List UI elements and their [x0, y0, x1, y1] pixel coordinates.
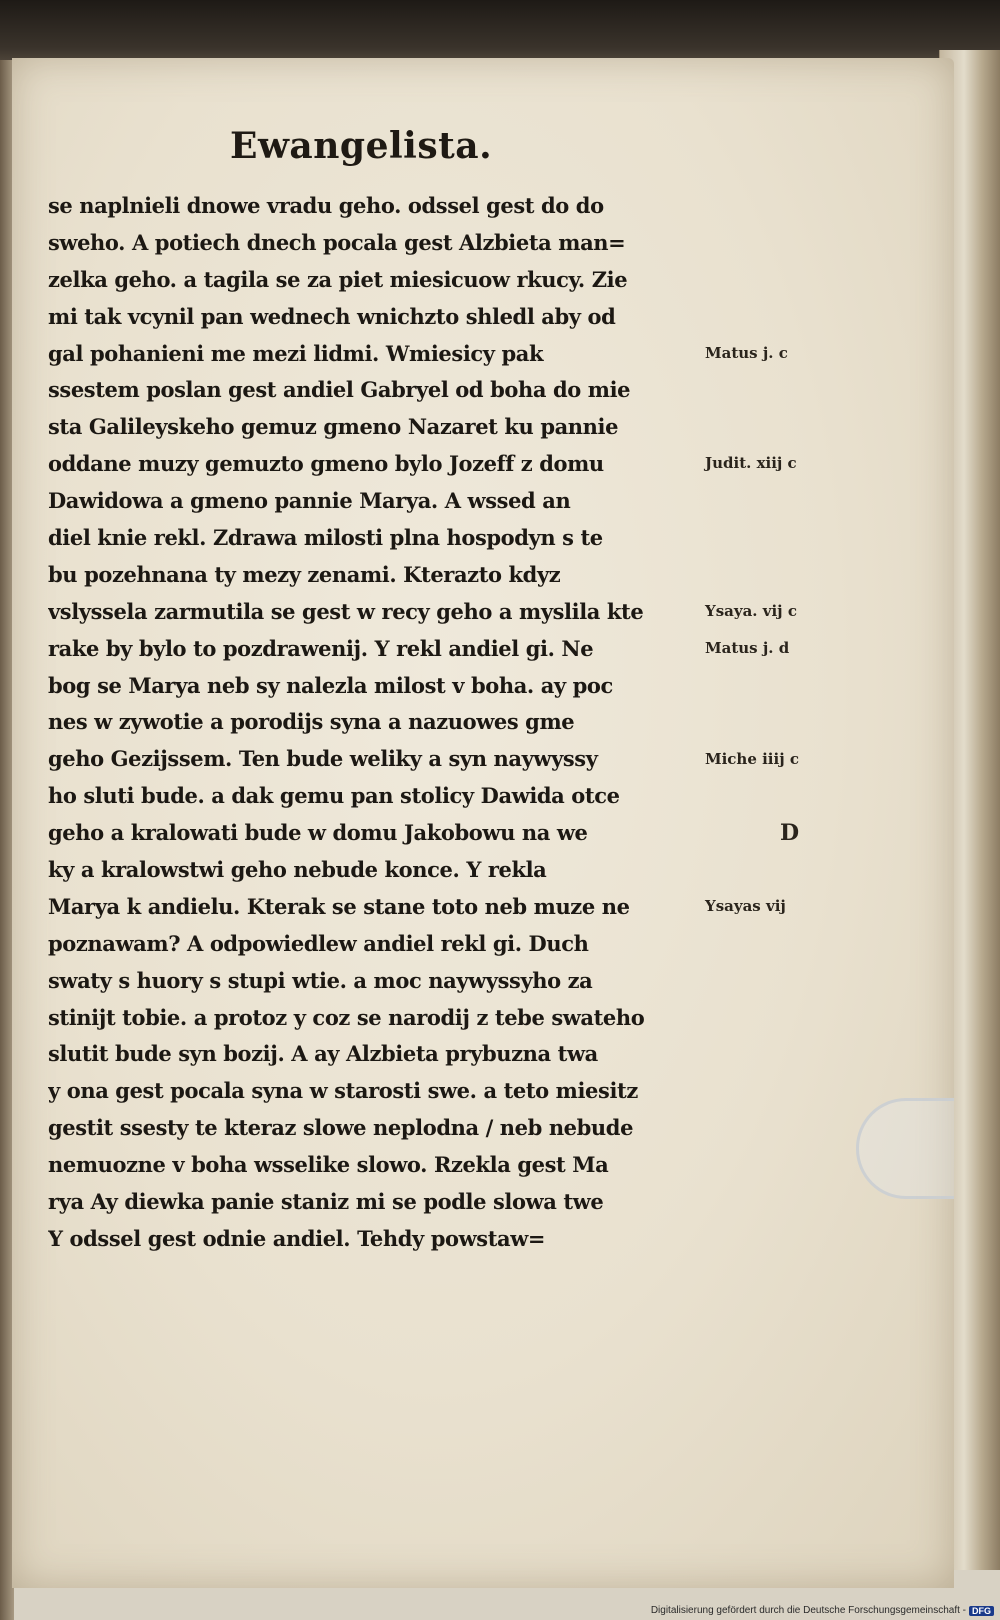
page-clip: [856, 1098, 954, 1199]
text-line: rya Ay diewka panie staniz mi se podle slowa twe: [48, 1189, 604, 1215]
dfg-logo: DFG: [969, 1606, 994, 1616]
text-line: Marya k andielu. Kterak se stane toto neb muze ne: [48, 893, 630, 919]
text-line: Dawidowa a gmeno pannie Marya. A wssed an: [48, 488, 571, 514]
text-line: nes w zywotie a porodijs syna a nazuowes gme: [48, 709, 575, 735]
text-line: zelka geho. a tagila se za piet miesicuow rkucy. Zie: [48, 266, 628, 292]
digitization-footer: [651, 1605, 994, 1616]
text-line: bog se Marya neb sy nalezla milost v boha. ay poc: [48, 672, 613, 698]
margin-note: Miche iiij c: [705, 749, 799, 768]
text-line: y ona gest pocala syna w starosti swe. a teto miesitz: [48, 1078, 638, 1104]
body-text-block: [48, 188, 698, 1258]
text-line: vslyssela zarmutila se gest w recy geho a myslila kte: [48, 598, 644, 624]
text-line: gal pohanieni me mezi lidmi. Wmiesicy pak: [48, 340, 544, 366]
text-line: stinijt tobie. a protoz y coz se narodij z tebe swateho: [48, 1004, 645, 1030]
margin-note: Matus j. c: [705, 343, 788, 362]
text-line: diel knie rekl. Zdrawa milosti plna hospodyn s te: [48, 525, 603, 551]
text-line: oddane muzy gemuzto gmeno bylo Jozeff z domu: [48, 451, 604, 477]
text-line: ho sluti bude. a dak gemu pan stolicy Dawida otce: [48, 783, 620, 809]
margin-note: Ysayas vij: [705, 897, 786, 916]
text-line: swaty s huory s stupi wtie. a moc naywyssyho za: [48, 967, 593, 993]
margin-note: Ysaya. vij c: [705, 601, 797, 620]
text-line: slutit bude syn bozij. A ay Alzbieta prybuzna twa: [48, 1041, 598, 1067]
footer-text: Digitalisierung gefördert durch die Deutsche Forschungsgemeinschaft -: [650, 1605, 966, 1616]
text-line: bu pozehnana ty mezy zenami. Kterazto kdyz: [48, 561, 561, 587]
text-line: rake by bylo to pozdrawenij. Y rekl andiel gi. Ne: [48, 635, 594, 661]
running-head: Ewangelista.: [230, 125, 493, 167]
margin-note: Judit. xiij c: [705, 454, 797, 473]
text-line: mi tak vcynil pan wednech wnichzto shledl aby od: [48, 303, 616, 329]
text-line: Y odssel gest odnie andiel. Tehdy powstaw=: [48, 1225, 546, 1251]
text-line: sta Galileyskeho gemuz gmeno Nazaret ku pannie: [48, 414, 619, 440]
text-line: gestit ssesty te kteraz slowe neplodna / neb nebude: [48, 1115, 634, 1141]
text-line: se naplnieli dnowe vradu geho. odssel gest do do: [48, 193, 604, 218]
text-line: ky a kralowstwi geho nebude konce. Y rekla: [48, 857, 547, 883]
text-line: geho Gezijssem. Ten bude weliky a syn naywyssy: [48, 746, 598, 772]
margin-glyph: D: [780, 820, 800, 846]
text-line: sweho. A potiech dnech pocala gest Alzbieta man=: [48, 229, 626, 255]
text-line: ssestem poslan gest andiel Gabryel od boha do mie: [48, 377, 631, 403]
text-line: poznawam? A odpowiedlew andiel rekl gi. Duch: [48, 930, 589, 956]
margin-note: Matus j. d: [705, 638, 790, 657]
text-line: nemuozne v boha wsselike slowo. Rzekla gest Ma: [48, 1152, 609, 1178]
text-line: geho a kralowati bude w domu Jakobowu na we: [48, 820, 588, 846]
